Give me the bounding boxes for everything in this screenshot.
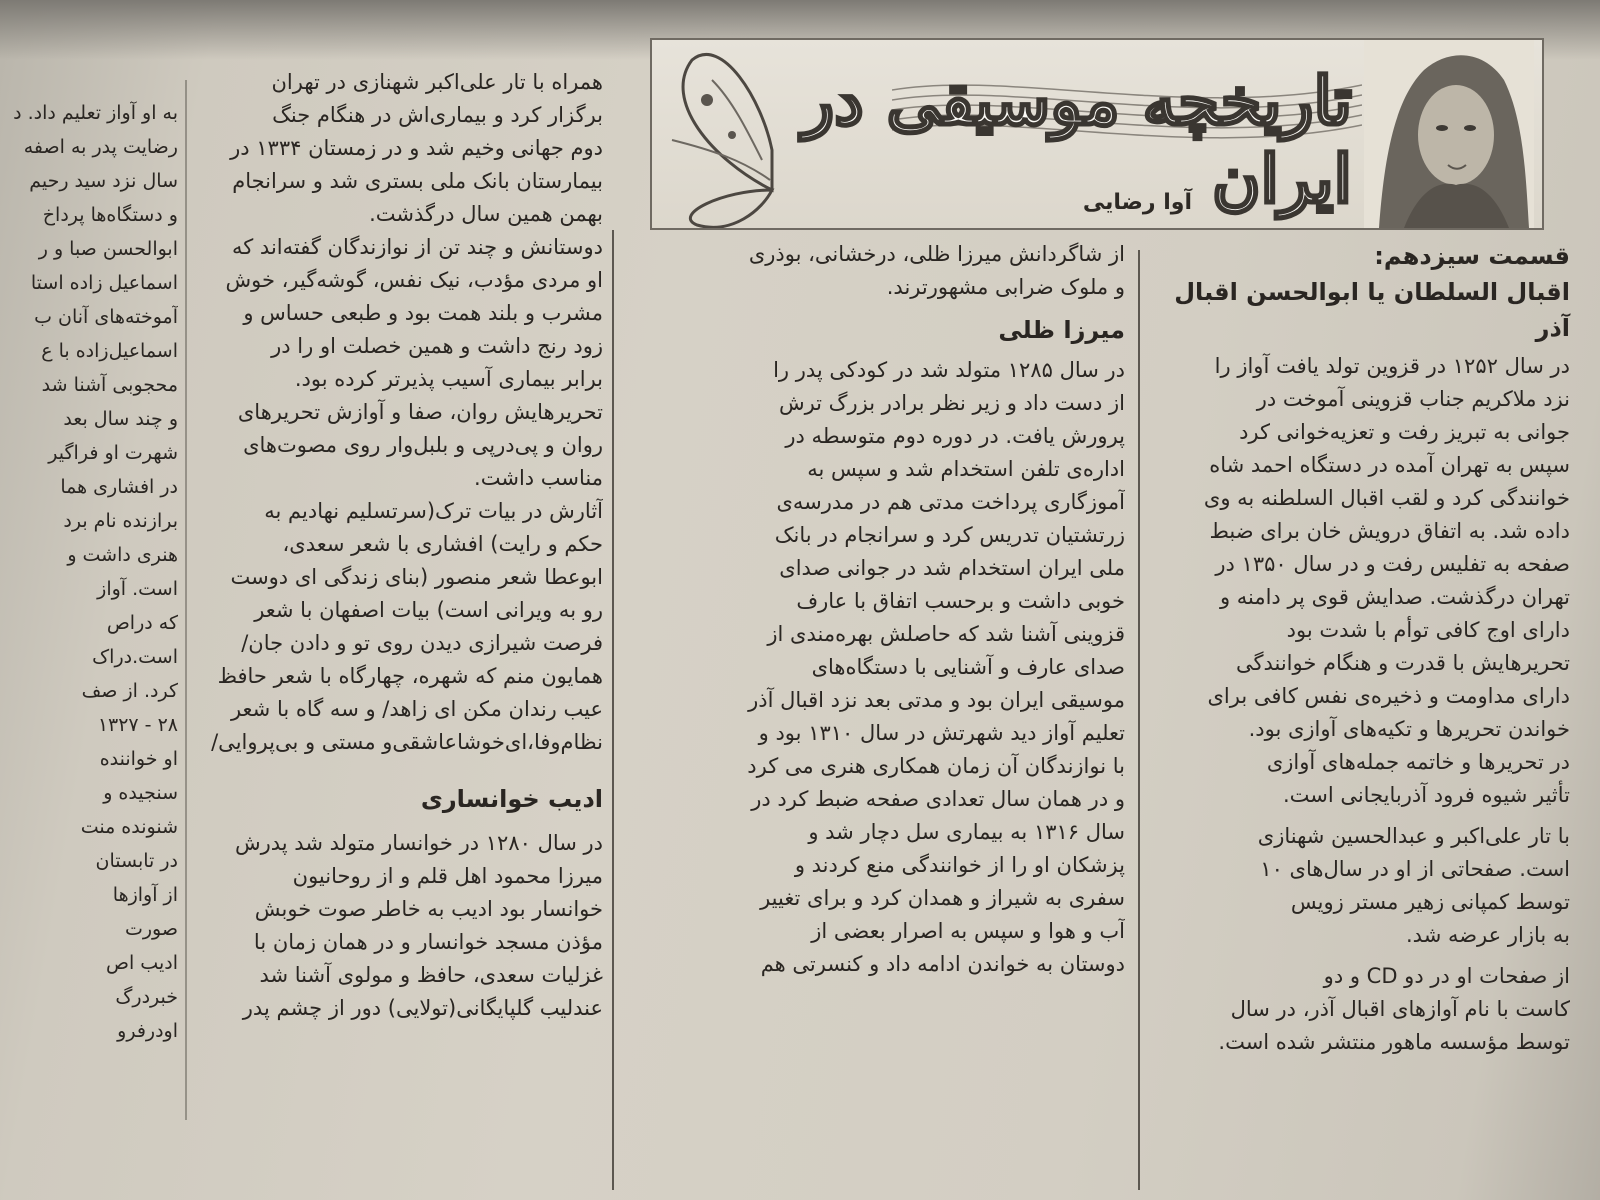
text-line: روان و پی‌درپی و بلبل‌وار روی مصوت‌های bbox=[243, 433, 603, 457]
text-line: آب و هوا و سپس به اصرار بعضی از bbox=[811, 919, 1125, 943]
text-line: صفحه به تفلیس رفت و در سال ۱۳۵۰ در bbox=[1215, 552, 1570, 576]
text-line: حکم و رایت) افشاری با شعر سعدی، bbox=[282, 532, 603, 556]
text-line: جوانی به تبریز رفت و تعزیه‌خوانی کرد bbox=[1239, 420, 1570, 444]
text-line: دوستان به خواندن ادامه داد و کنسرتی هم bbox=[760, 952, 1125, 976]
text-line: خوانندگی کرد و لقب اقبال السلطنه به وی bbox=[1203, 486, 1570, 510]
text-line: و ملوک ضرابی مشهورترند. bbox=[886, 275, 1125, 299]
text-line: سپس به تهران آمده در دستگاه احمد شاه bbox=[1209, 453, 1570, 477]
text-line: است. صفحاتی از او در سال‌های ۱۰ bbox=[1260, 857, 1570, 881]
text-line: با تار علی‌اکبر و عبدالحسین شهنازی bbox=[1257, 824, 1570, 848]
text-line: برابر بیماری آسیب پذیرتر کرده بود. bbox=[294, 367, 603, 391]
text-line: در سال ۱۲۵۲ در قزوین تولد یافت آواز را bbox=[1214, 354, 1570, 378]
text-line: و دستگاه‌ها پرداخ bbox=[42, 204, 178, 226]
text-line: به او آواز تعلیم داد. د bbox=[13, 102, 178, 124]
text-line: مناسب داشت. bbox=[474, 466, 603, 490]
text-line: او خواننده bbox=[99, 748, 178, 770]
text-line: تحریرهایش روان، صفا و آوازش تحریرهای bbox=[237, 400, 603, 424]
column-rule bbox=[1138, 250, 1140, 1190]
text-line: سنجیده و bbox=[103, 782, 178, 804]
text-line: صورت bbox=[124, 918, 178, 940]
text-line: زرتشتیان تدریس کرد و سرانجام در بانک bbox=[774, 523, 1125, 547]
text-line: در سال ۱۲۸۵ متولد شد در کودکی پدر را bbox=[773, 358, 1125, 382]
text-line: خوبی داشت و برحسب اتفاق با عارف bbox=[796, 589, 1125, 613]
text-line: از دست داد و زیر نظر برادر بزرگ ترش bbox=[778, 391, 1125, 415]
text-line: غزلیات سعدی، حافظ و مولوی آشنا شد bbox=[259, 963, 603, 987]
section-subheading: اقبال السلطان یا ابوالحسن اقبال آذر bbox=[1174, 278, 1570, 342]
text-line: سال نزد سید رحیم bbox=[29, 170, 178, 192]
text-line: همایون منم که شهره، چهارگاه با شعر حافظ bbox=[217, 664, 603, 688]
text-line: بیمارستان بانک ملی بستری شد و سرانجام bbox=[232, 169, 603, 193]
text-line: از صفحات او در دو CD و دو bbox=[1323, 964, 1570, 988]
text-line: ابوعطا شعر منصور (بنای زندگی ای دوست bbox=[230, 565, 603, 589]
text-line: است.دراک bbox=[92, 646, 178, 668]
text-line: دارای اوج کافی توأم با شدت بود bbox=[1286, 618, 1570, 642]
text-line: بهمن همین سال درگذشت. bbox=[369, 202, 603, 226]
text-line: دوستانش و چند تن از نوازندگان گفته‌اند که bbox=[232, 235, 603, 259]
text-line: آموخته‌های آنان ب bbox=[34, 306, 178, 328]
text-line: برازنده نام برد bbox=[63, 510, 178, 532]
right-column bbox=[1150, 238, 1570, 1059]
text-line: نظام‌وفا،ای‌خوشاعاشقی‌و مستی و بی‌پروایی/ bbox=[211, 730, 603, 754]
text-line: اسماعیل زاده استا bbox=[30, 272, 178, 294]
text-line: در افشاری هما bbox=[60, 476, 178, 498]
text-line: محجوبی آشنا شد bbox=[41, 374, 178, 396]
subheading-adib-khansari: ادیب خوانساری bbox=[420, 785, 603, 813]
text-line: در سال ۱۲۸۰ در خوانسار متولد شد پدرش bbox=[234, 831, 603, 855]
text-line: که دراص bbox=[106, 612, 178, 634]
text-line: آثارش در بیات ترک(سرتسلیم نهادیم به bbox=[264, 499, 603, 523]
text-line: در تابستان bbox=[95, 850, 178, 872]
text-line: دارای مداومت و ذخیره‌ی نفس کافی برای bbox=[1207, 684, 1570, 708]
text-line: فرصت شیرازی دیدن روی تو و دادن جان/ bbox=[241, 631, 603, 655]
column-rule bbox=[185, 80, 187, 1120]
text-line: پزشکان او را از خوانندگی منع کردند و bbox=[794, 853, 1125, 877]
text-line: نزد ملاکریم جناب قزوینی آموخت در bbox=[1256, 387, 1570, 411]
text-line: پرورش یافت. در دوره دوم متوسطه در bbox=[785, 424, 1125, 448]
text-line: هنری داشت و bbox=[67, 544, 178, 566]
text-line: شنونده منت bbox=[80, 816, 178, 838]
text-line: به بازار عرضه شد. bbox=[1406, 923, 1570, 947]
text-line: دوم جهانی وخیم شد و در زمستان ۱۳۳۴ در bbox=[230, 136, 603, 160]
text-line: سفری به شیراز و همدان کرد و برای تغییر bbox=[760, 886, 1125, 910]
article-banner bbox=[650, 38, 1544, 230]
text-line: مشرب و بلند همت بود و طبعی حساس و bbox=[243, 301, 603, 325]
text-line: از آوازها bbox=[112, 884, 178, 906]
text-line: رضایت پدر به اصفه bbox=[23, 136, 178, 158]
text-line: اودرفرو bbox=[117, 1020, 178, 1042]
text-line: تهران درگذشت. صدایش قوی پر دامنه و bbox=[1219, 585, 1570, 609]
text-line: داده شد. به اتفاق درویش خان برای ضبط bbox=[1209, 519, 1570, 543]
far-left-column bbox=[0, 96, 178, 1048]
text-line: عیب رندان مکن ای زاهد/ و سه گاه با شعر bbox=[230, 697, 603, 721]
text-line: توسط کمپانی زهیر مستر زویس bbox=[1290, 890, 1570, 914]
author-portrait bbox=[1364, 40, 1534, 228]
text-line: میرزا محمود اهل قلم و از روحانیون bbox=[292, 864, 603, 888]
text-line: برگزار کرد و بیماری‌اش در هنگام جنگ bbox=[272, 103, 603, 127]
text-line: کاست با نام آوازهای اقبال آذر، در سال bbox=[1230, 997, 1570, 1021]
banner-title: تاریخچه موسیقی در ایران bbox=[802, 62, 1352, 218]
text-line: قزوینی آشنا شد که حاصلش بهره‌مندی از bbox=[767, 622, 1125, 646]
left-column bbox=[198, 66, 603, 1025]
text-line: او مردی مؤدب، نیک نفس، گوشه‌گیر، خوش bbox=[225, 268, 603, 292]
section-heading: قسمت سیزدهم: bbox=[1374, 242, 1570, 270]
text-line: کرد. از صف bbox=[81, 680, 178, 702]
text-line: تأثیر شیوه فرود آذربایجانی است. bbox=[1282, 783, 1570, 807]
text-line: شهرت او فراگیر bbox=[48, 442, 178, 464]
text-line: ادیب اص bbox=[106, 952, 178, 974]
text-line: زود رنج داشت و همین خصلت او را در bbox=[271, 334, 603, 358]
text-line: عندلیب گلپایگانی(تولایی) دور از چشم پدر bbox=[242, 996, 603, 1020]
author-name: آوا رضایی bbox=[1082, 190, 1192, 215]
text-line: رو به ویرانی است) بیات اصفهان با شعر bbox=[254, 598, 603, 622]
text-line: صدای عارف و آشنایی با دستگاه‌های bbox=[811, 655, 1125, 679]
subheading-mirza-zelli: میرزا ظلی bbox=[998, 316, 1125, 344]
text-line: آموزگاری پرداخت مدتی هم در مدرسه‌ی bbox=[776, 490, 1125, 514]
text-line: ابوالحسن صبا و ر bbox=[38, 238, 178, 260]
text-line: تحریرهایش با قدرت و هنگام خوانندگی bbox=[1235, 651, 1570, 675]
text-line: با نوازندگان آن زمان همکاری هنری می کرد bbox=[747, 754, 1125, 778]
text-line: اسماعیل‌زاده با ع bbox=[41, 340, 178, 362]
text-line: موسیقی ایران بود و مدتی بعد نزد اقبال آذر bbox=[748, 688, 1125, 712]
text-line: از شاگردانش میرزا ظلی، درخشانی، بوذری bbox=[748, 242, 1125, 266]
text-line: و در همان سال تعدادی صفحه ضبط کرد در bbox=[751, 787, 1125, 811]
center-column bbox=[625, 238, 1125, 981]
text-line: توسط مؤسسه ماهور منتشر شده است. bbox=[1218, 1030, 1570, 1054]
text-line: سال ۱۳۱۶ به بیماری سل دچار شد و bbox=[808, 820, 1125, 844]
text-line: خواندن تحریرها و تکیه‌های آوازی بود. bbox=[1248, 717, 1570, 741]
text-line: در تحریرها و خاتمه جمله‌های آوازی bbox=[1266, 750, 1570, 774]
text-line: اداره‌ی تلفن استخدام شد و سپس به bbox=[807, 457, 1125, 481]
text-line: همراه با تار علی‌اکبر شهنازی در تهران bbox=[271, 70, 603, 94]
text-line: و چند سال بعد bbox=[63, 408, 178, 430]
text-line: خبردرگ bbox=[115, 986, 178, 1008]
text-line: مؤذن مسجد خوانسار و در همان زمان با bbox=[253, 930, 603, 954]
text-line: ۲۸ - ۱۳۲۷ bbox=[97, 714, 178, 736]
text-line: خوانسار بود ادیب به خاطر صوت خوبش bbox=[254, 897, 603, 921]
column-rule bbox=[612, 230, 614, 1190]
text-line: ملی ایران استخدام شد در جوانی صدای bbox=[779, 556, 1125, 580]
text-line: است. آواز bbox=[97, 578, 178, 600]
text-line: تعلیم آواز دید شهرتش در سال ۱۳۱۰ بود و bbox=[758, 721, 1125, 745]
